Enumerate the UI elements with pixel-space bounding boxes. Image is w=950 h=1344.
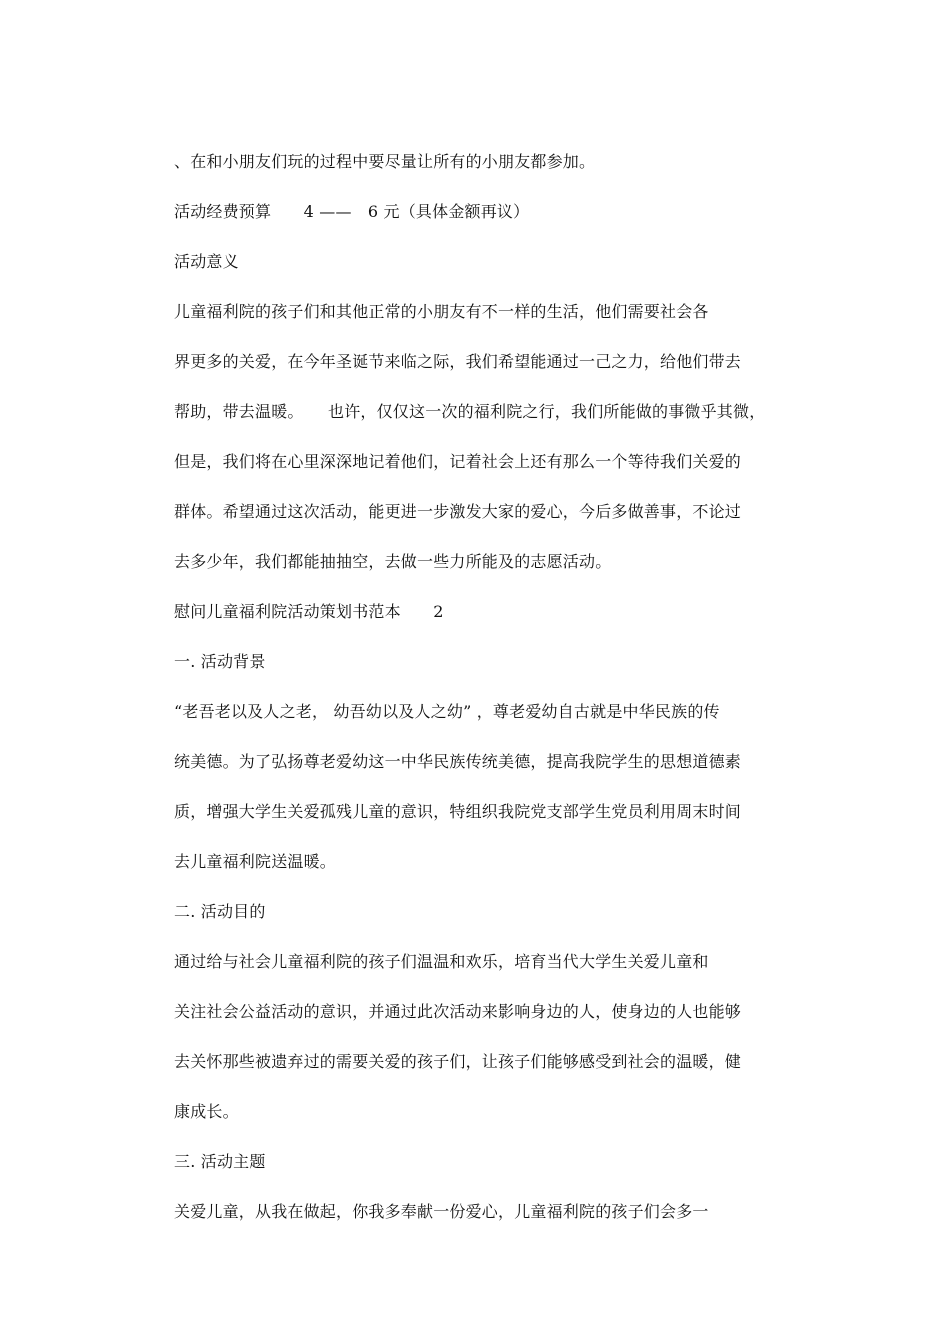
section-heading: 一. 活动背景 (174, 652, 266, 671)
text-line: 通过给与社会儿童福利院的孩子们温温和欢乐，培育当代大学生关爱儿童和 (174, 952, 709, 971)
text-line: 关注社会公益活动的意识，并通过此次活动来影响身边的人，使身边的人也能够 (174, 1002, 742, 1021)
text-line: 去儿童福利院送温暖。 (174, 852, 337, 871)
section-heading: 二. 活动目的 (174, 902, 266, 921)
text-line: 统美德。为了弘扬尊老爱幼这一中华民族传统美德，提高我院学生的思想道德素 (174, 752, 742, 771)
text-line: 帮助，带去温暖。 也许，仅仅这一次的福利院之行，我们所能做的事微乎其微， (174, 402, 766, 421)
budget-line: 活动经费预算 4 —— 6 元（具体金额再议） (174, 202, 530, 221)
section-heading: 三. 活动主题 (174, 1152, 266, 1171)
text-line: 康成长。 (174, 1102, 239, 1121)
text-line: 儿童福利院的孩子们和其他正常的小朋友有不一样的生活，他们需要社会各 (174, 302, 709, 321)
section-heading: 活动意义 (174, 252, 239, 271)
text-line: 关爱儿童，从我在做起，你我多奉献一份爱心，儿童福利院的孩子们会多一 (174, 1202, 709, 1221)
text-line: 但是，我们将在心里深深地记着他们，记着社会上还有那么一个等待我们关爱的 (174, 452, 742, 471)
text-line: 质，增强大学生关爱孤残儿童的意识，特组织我院党支部学生党员利用周末时间 (174, 802, 742, 821)
text-line: 界更多的关爱，在今年圣诞节来临之际，我们希望能通过一己之力，给他们带去 (174, 352, 742, 371)
document-title: 慰问儿童福利院活动策划书范本 2 (174, 602, 444, 621)
text-line: 、在和小朋友们玩的过程中要尽量让所有的小朋友都参加。 (174, 152, 596, 171)
text-line: 去关怀那些被遗弃过的需要关爱的孩子们，让孩子们能够感受到社会的温暖，健 (174, 1052, 742, 1071)
text-line: “老吾老以及人之老， 幼吾幼以及人之幼” ，尊老爱幼自古就是中华民族的传 (174, 702, 720, 721)
text-line: 去多少年，我们都能抽抽空，去做一些力所能及的志愿活动。 (174, 552, 612, 571)
text-line: 群体。希望通过这次活动，能更进一步激发大家的爱心，今后多做善事，不论过 (174, 502, 742, 521)
